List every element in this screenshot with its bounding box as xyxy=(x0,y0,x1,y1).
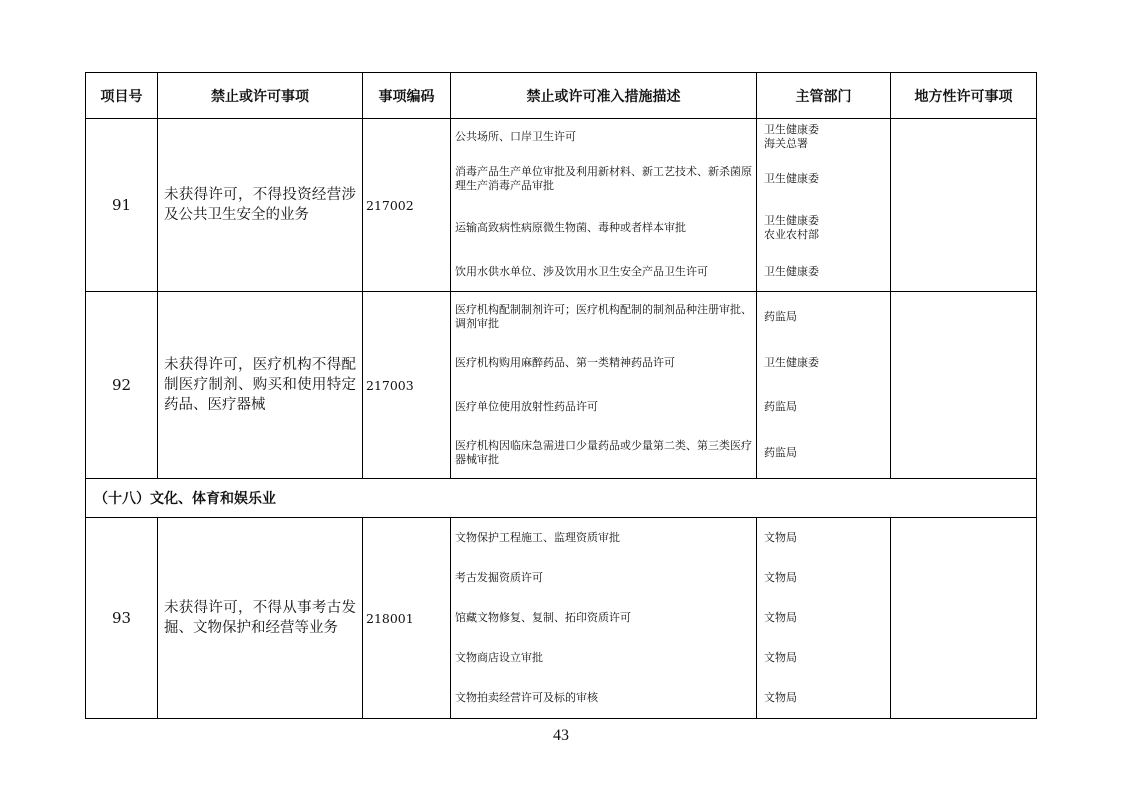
department: 文物局 xyxy=(764,651,797,664)
measure-description: 消毒产品生产单位审批及利用新材料、新工艺技术、新杀菌原理生产消毒产品审批 xyxy=(455,164,752,192)
item-text: 未获得许可，不得从事考古发掘、文物保护和经营等业务 xyxy=(158,518,363,719)
item-code: 217002 xyxy=(363,119,451,292)
measure-description: 考古发掘资质许可 xyxy=(455,571,543,584)
measure-description: 文物商店设立审批 xyxy=(455,651,543,664)
department-cell xyxy=(757,119,891,292)
department: 文物局 xyxy=(764,611,797,624)
section-row xyxy=(86,479,1037,518)
item-code: 217003 xyxy=(363,292,451,479)
measure-description: 医疗机构配制制剂许可；医疗机构配制的制剂品种注册审批、调剂审批 xyxy=(455,302,752,330)
description-cell xyxy=(451,119,757,292)
header-row xyxy=(86,73,1037,119)
description-cell xyxy=(451,518,757,719)
department: 药监局 xyxy=(764,309,797,323)
item-number: 92 xyxy=(86,292,158,479)
header-department: 主管部门 xyxy=(757,73,891,119)
table-row xyxy=(86,119,1037,292)
measure-description: 运输高致病性病原微生物菌、毒种或者样本审批 xyxy=(455,220,686,234)
department: 卫生健康委 海关总署 xyxy=(764,122,819,150)
local-permit-cell xyxy=(891,518,1037,719)
department: 卫生健康委 xyxy=(764,356,819,370)
header-item-number: 项目号 xyxy=(86,73,158,119)
local-permit-cell xyxy=(891,119,1037,292)
measure-description: 医疗机构因临床急需进口少量药品或少量第二类、第三类医疗器械审批 xyxy=(455,439,752,467)
item-number: 93 xyxy=(86,518,158,719)
item-text: 未获得许可，医疗机构不得配制医疗制剂、购买和使用特定药品、医疗器械 xyxy=(158,292,363,479)
table-row xyxy=(86,518,1037,719)
header-code: 事项编码 xyxy=(363,73,451,119)
department-cell xyxy=(757,292,891,479)
department: 卫生健康委 农业农村部 xyxy=(764,213,819,241)
table-row xyxy=(86,292,1037,479)
measure-description: 文物保护工程施工、监理资质审批 xyxy=(455,531,620,544)
department-cell xyxy=(757,518,891,719)
header-local: 地方性许可事项 xyxy=(891,73,1037,119)
header-description: 禁止或许可准入措施描述 xyxy=(451,73,757,119)
item-number: 91 xyxy=(86,119,158,292)
measure-description: 饮用水供水单位、涉及饮用水卫生安全产品卫生许可 xyxy=(455,264,708,278)
department: 文物局 xyxy=(764,531,797,544)
item-code: 218001 xyxy=(363,518,451,719)
page-number: 43 xyxy=(553,727,569,744)
item-text: 未获得许可，不得投资经营涉及公共卫生安全的业务 xyxy=(158,119,363,292)
measure-description: 文物拍卖经营许可及标的审核 xyxy=(455,691,598,704)
department: 药监局 xyxy=(764,399,797,413)
header-item: 禁止或许可事项 xyxy=(158,73,363,119)
department: 卫生健康委 xyxy=(764,264,819,278)
department: 文物局 xyxy=(764,571,797,584)
measure-description: 医疗单位使用放射性药品许可 xyxy=(455,399,598,413)
department: 药监局 xyxy=(764,446,797,460)
department: 卫生健康委 xyxy=(764,171,819,185)
measure-description: 公共场所、口岸卫生许可 xyxy=(455,129,576,143)
measure-description: 医疗机构购用麻醉药品、第一类精神药品许可 xyxy=(455,356,675,370)
department: 文物局 xyxy=(764,691,797,704)
permit-table xyxy=(85,72,1037,719)
description-cell xyxy=(451,292,757,479)
measure-description: 馆藏文物修复、复制、拓印资质许可 xyxy=(455,611,631,624)
local-permit-cell xyxy=(891,292,1037,479)
section-heading: （十八）文化、体育和娱乐业 xyxy=(86,479,1037,518)
